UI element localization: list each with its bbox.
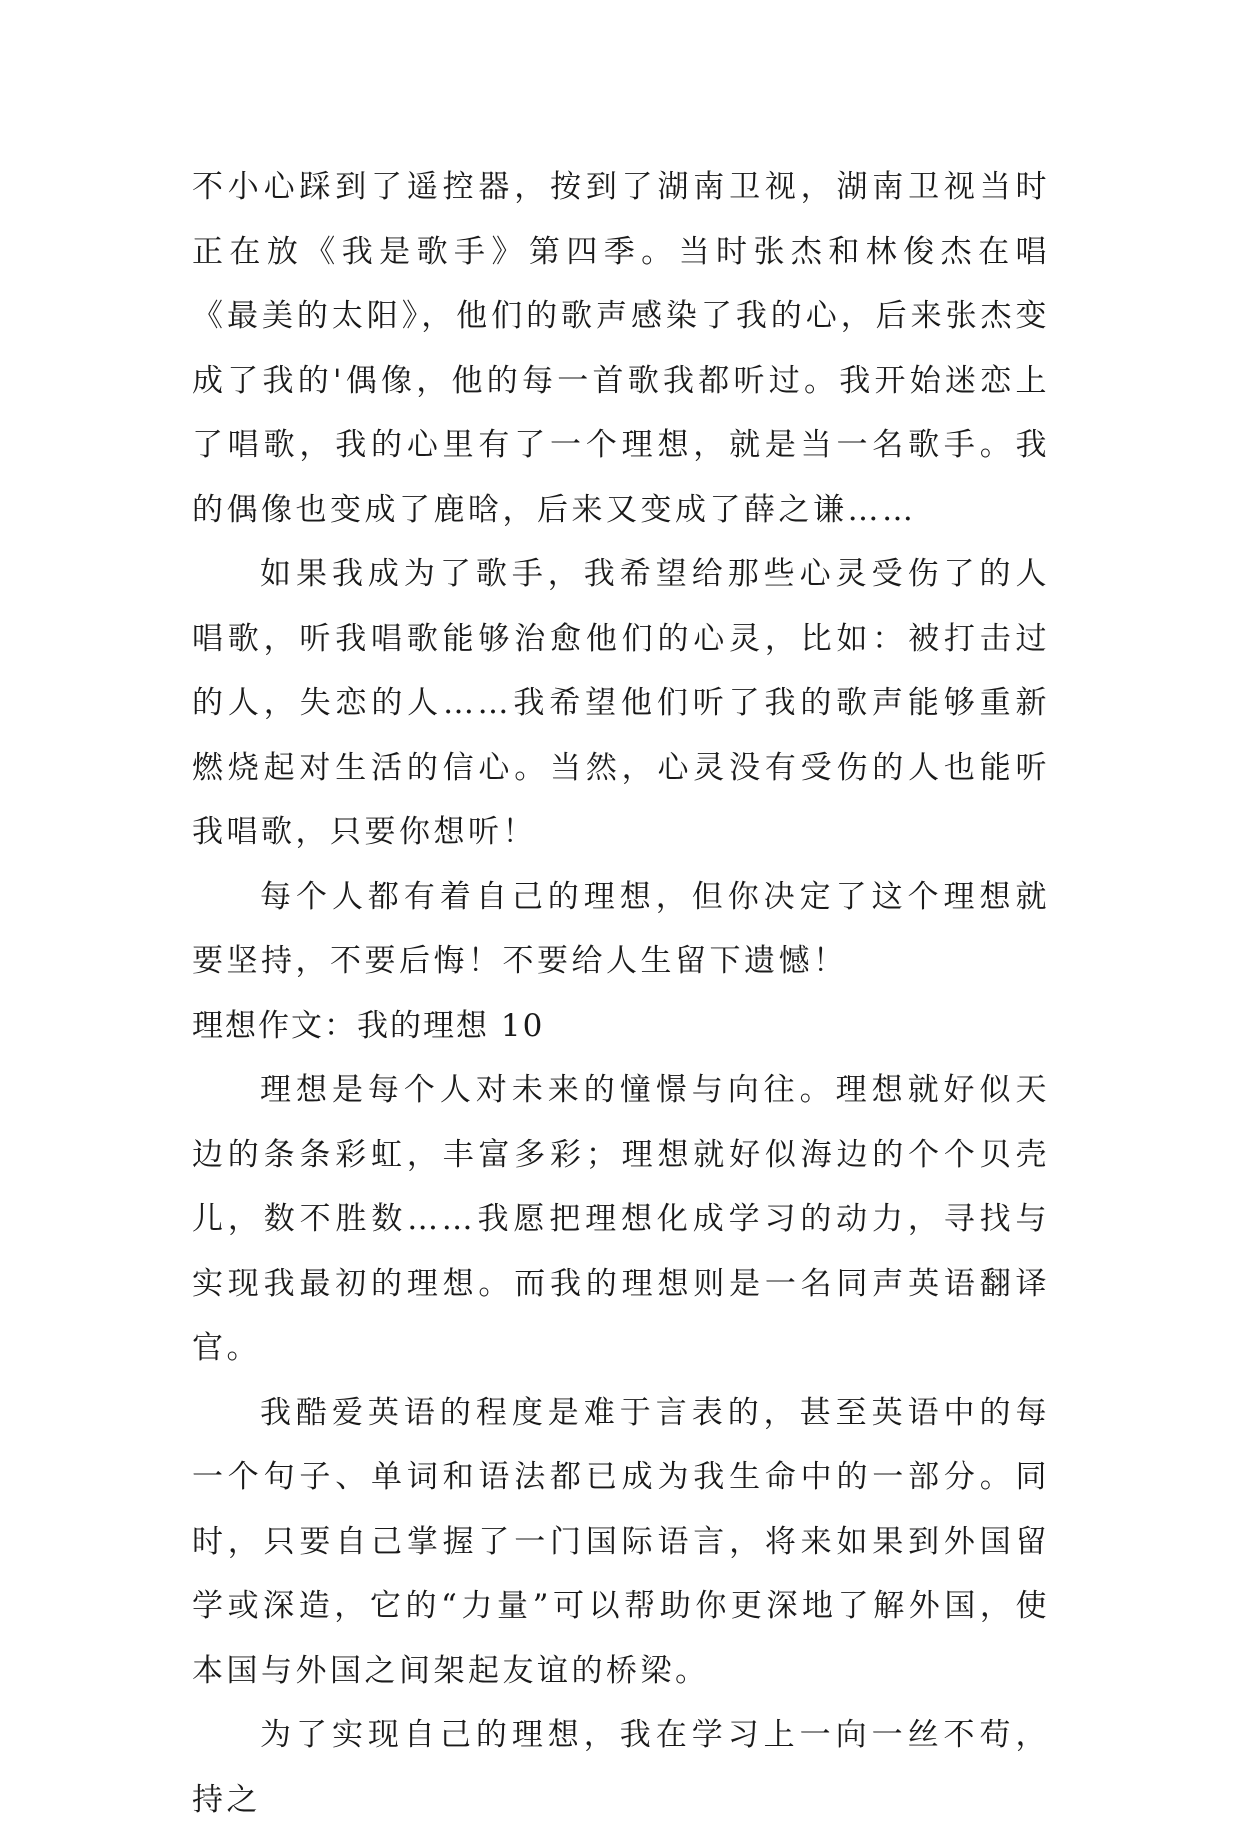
section-heading: 理想作文：我的理想 10 (192, 1007, 545, 1044)
document-body (192, 155, 1050, 1832)
paragraph-persist: 每个人都有着自己的理想，但你决定了这个理想就要坚持，不要后悔！不要给人生留下遗憾！ (192, 878, 1050, 979)
paragraph-ideal-intro: 理想是每个人对未来的憧憬与向往。理想就好似天边的条条彩虹，丰富多彩；理想就好似海边的个个贝壳儿，数不胜数……我愿把理想化成学习的动力，寻找与实现我最初的理想。而我的理想则是一名同声英语翻译官。 (192, 1072, 1050, 1366)
paragraph-study-effort: 为了实现自己的理想，我在学习上一向一丝不苟，持之 (192, 1717, 1050, 1818)
paragraph-english-love: 我酷爱英语的程度是难于言表的，甚至英语中的每一个句子、单词和语法都已成为我生命中的一部分。同时，只要自己掌握了一门国际语言，将来如果到外国留学或深造，它的“力量”可以帮助你更深地了解外国，使本国与外国之间架起友谊的桥梁。 (192, 1394, 1050, 1689)
paragraph-continuation: 不小心踩到了遥控器，按到了湖南卫视，湖南卫视当时正在放《我是歌手》第四季。当时张杰和林俊杰在唱《最美的太阳》，他们的歌声感染了我的心，后来张杰变成了我的'偶像，他的每一首歌我都听过。我开始迷恋上了唱歌，我的心里有了一个理想，就是当一名歌手。我的偶像也变成了鹿晗，后来又变成了薛之谦…… (192, 169, 1050, 528)
paragraph-singer-wish: 如果我成为了歌手，我希望给那些心灵受伤了的人唱歌，听我唱歌能够治愈他们的心灵，比如：被打击过的人，失恋的人……我希望他们听了我的歌声能够重新燃烧起对生活的信心。当然，心灵没有受伤的人也能听我唱歌，只要你想听！ (192, 556, 1050, 850)
